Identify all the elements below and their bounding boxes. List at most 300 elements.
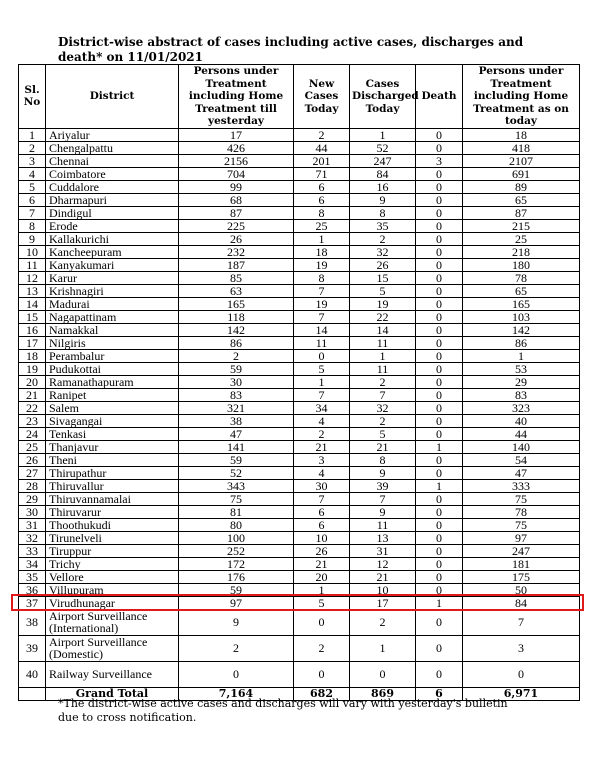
cell-discharged: 10 [350,583,416,596]
cell-persons-yesterday: 30 [179,375,294,388]
table-row [19,453,580,466]
cell-sl-no: 13 [19,284,46,297]
cell-sl-no: 20 [19,375,46,388]
cell-persons-today: 65 [463,193,580,206]
header-persons-today: Persons under Treatment including Home Treatment as on today [463,65,580,129]
cell-persons-yesterday: 59 [179,362,294,375]
cell-persons-today: 0 [463,661,580,687]
cell-new-cases: 7 [294,310,350,323]
cell-death: 0 [416,128,463,141]
cell-sl-no: 38 [19,609,46,635]
cell-sl-no: 37 [19,596,46,609]
cell-discharged: 11 [350,362,416,375]
cell-persons-today: 47 [463,466,580,479]
cell-death: 0 [416,336,463,349]
table-row [19,557,580,570]
cell-discharged: 8 [350,206,416,219]
cell-district: Thirupathur [46,466,179,479]
table-row [19,518,580,531]
table-header-row [19,65,580,129]
cell-death: 1 [416,440,463,453]
cell-discharged: 5 [350,427,416,440]
cell-death: 0 [416,271,463,284]
cell-persons-yesterday: 232 [179,245,294,258]
cell-sl-no: 2 [19,141,46,154]
cell-sl-no: 15 [19,310,46,323]
cell-new-cases: 19 [294,297,350,310]
cell-new-cases: 21 [294,557,350,570]
cell-new-cases: 0 [294,609,350,635]
cell-persons-yesterday: 17 [179,128,294,141]
cell-discharged: 7 [350,388,416,401]
cell-death: 0 [416,362,463,375]
table-row [19,531,580,544]
cell-death: 0 [416,492,463,505]
cell-discharged: 21 [350,570,416,583]
cell-persons-today: 87 [463,206,580,219]
cell-new-cases: 6 [294,193,350,206]
table-row [19,258,580,271]
table-row [19,310,580,323]
cell-sl-no: 17 [19,336,46,349]
cell-discharged: 19 [350,297,416,310]
cell-persons-yesterday: 63 [179,284,294,297]
table-row [19,635,580,661]
cell-new-cases: 0 [294,349,350,362]
cell-discharged: 26 [350,258,416,271]
cell-sl-no: 31 [19,518,46,531]
cell-district: Nagapattinam [46,310,179,323]
cell-total-discharged: 869 [350,687,416,700]
cell-death: 0 [416,323,463,336]
cell-death: 0 [416,570,463,583]
cell-persons-yesterday: 52 [179,466,294,479]
cell-district: Nilgiris [46,336,179,349]
table-row [19,284,580,297]
cell-persons-today: 175 [463,570,580,583]
cell-sl-no: 27 [19,466,46,479]
cell-death: 0 [416,258,463,271]
cell-discharged: 13 [350,531,416,544]
cell-death: 0 [416,635,463,661]
cell-district: Dindigul [46,206,179,219]
cell-persons-yesterday: 83 [179,388,294,401]
cell-discharged: 32 [350,401,416,414]
cell-persons-yesterday: 38 [179,414,294,427]
cell-persons-yesterday: 252 [179,544,294,557]
cell-discharged: 8 [350,453,416,466]
cell-death: 0 [416,544,463,557]
table-row [19,297,580,310]
cell-sl-no: 5 [19,180,46,193]
cell-persons-yesterday: 99 [179,180,294,193]
cell-district: Madurai [46,297,179,310]
cell-persons-yesterday: 0 [179,661,294,687]
cell-total-new: 682 [294,687,350,700]
cell-district: Coimbatore [46,167,179,180]
cell-discharged: 9 [350,466,416,479]
cell-new-cases: 8 [294,206,350,219]
cell-death: 0 [416,531,463,544]
cell-discharged: 2 [350,414,416,427]
cell-death: 3 [416,154,463,167]
cell-district: Thiruvallur [46,479,179,492]
cell-sl-no: 6 [19,193,46,206]
cell-discharged: 17 [350,596,416,609]
cell-persons-yesterday: 59 [179,453,294,466]
table-row [19,388,580,401]
cell-district: Namakkal [46,323,179,336]
cell-persons-yesterday: 68 [179,193,294,206]
cell-district: Railway Surveillance [46,661,179,687]
cell-death: 0 [416,167,463,180]
table-row [19,427,580,440]
cell-sl-no: 35 [19,570,46,583]
cell-discharged: 32 [350,245,416,258]
cell-death: 0 [416,466,463,479]
cell-persons-today: 180 [463,258,580,271]
cell-discharged: 16 [350,180,416,193]
cell-persons-today: 218 [463,245,580,258]
cell-sl-no: 22 [19,401,46,414]
cell-sl-no: 28 [19,479,46,492]
cell-persons-today: 142 [463,323,580,336]
cell-persons-yesterday: 100 [179,531,294,544]
cell-persons-today: 247 [463,544,580,557]
header-new-cases: New Cases Today [294,65,350,129]
cell-persons-today: 25 [463,232,580,245]
cell-discharged: 14 [350,323,416,336]
cell-total-death: 6 [416,687,463,700]
cell-death: 0 [416,180,463,193]
cell-persons-today: 89 [463,180,580,193]
cell-new-cases: 26 [294,544,350,557]
cell-persons-today: 53 [463,362,580,375]
cell-new-cases: 5 [294,362,350,375]
cell-new-cases: 2 [294,635,350,661]
cell-persons-yesterday: 97 [179,596,294,609]
cell-new-cases: 2 [294,427,350,440]
cell-sl-no: 9 [19,232,46,245]
table-row [19,349,580,362]
cell-new-cases: 3 [294,453,350,466]
cell-death: 0 [416,219,463,232]
cell-sl-no: 10 [19,245,46,258]
cell-district: Vellore [46,570,179,583]
cell-new-cases: 6 [294,505,350,518]
cell-death: 0 [416,206,463,219]
cell-death: 0 [416,349,463,362]
cell-sl-no: 36 [19,583,46,596]
cell-new-cases: 1 [294,583,350,596]
cell-discharged: 39 [350,479,416,492]
cell-district: Thoothukudi [46,518,179,531]
table-row [19,128,580,141]
cell-persons-today: 84 [463,596,580,609]
cell-district: Tiruppur [46,544,179,557]
cell-death: 0 [416,297,463,310]
cell-sl-no: 18 [19,349,46,362]
cell-blank [19,687,46,700]
cell-persons-today: 75 [463,492,580,505]
cell-persons-today: 78 [463,271,580,284]
cell-district: Chennai [46,154,179,167]
header-district: District [46,65,179,129]
cell-district: Kancheepuram [46,245,179,258]
cell-discharged: 31 [350,544,416,557]
table-row [19,440,580,453]
cell-new-cases: 11 [294,336,350,349]
cell-death: 0 [416,557,463,570]
cell-persons-today: 18 [463,128,580,141]
cell-persons-yesterday: 87 [179,206,294,219]
cell-persons-today: 86 [463,336,580,349]
cell-persons-yesterday: 426 [179,141,294,154]
cell-discharged: 5 [350,284,416,297]
cell-sl-no: 14 [19,297,46,310]
cell-sl-no: 12 [19,271,46,284]
cell-sl-no: 25 [19,440,46,453]
cell-persons-today: 75 [463,518,580,531]
table-row [19,245,580,258]
cell-district: Cuddalore [46,180,179,193]
cell-persons-yesterday: 172 [179,557,294,570]
cell-discharged: 1 [350,349,416,362]
cell-persons-today: 97 [463,531,580,544]
cell-persons-yesterday: 75 [179,492,294,505]
cell-district: Karur [46,271,179,284]
cell-new-cases: 5 [294,596,350,609]
cell-persons-today: 691 [463,167,580,180]
cell-persons-today: 215 [463,219,580,232]
table-row [19,401,580,414]
district-cases-table [18,64,580,701]
cell-death: 0 [416,661,463,687]
table-row [19,570,580,583]
table-row [19,141,580,154]
cell-sl-no: 26 [19,453,46,466]
cell-new-cases: 1 [294,375,350,388]
cell-death: 0 [416,284,463,297]
table-row [19,154,580,167]
cell-new-cases: 21 [294,440,350,453]
cell-new-cases: 1 [294,232,350,245]
document-title: District-wise abstract of cases including active cases, discharges and death* on 11/01/2021 [58,35,524,64]
cell-persons-yesterday: 86 [179,336,294,349]
cell-sl-no: 23 [19,414,46,427]
table-row [19,479,580,492]
cell-new-cases: 6 [294,518,350,531]
cell-persons-today: 333 [463,479,580,492]
cell-persons-yesterday: 26 [179,232,294,245]
cell-sl-no: 21 [19,388,46,401]
cell-persons-yesterday: 81 [179,505,294,518]
cell-sl-no: 7 [19,206,46,219]
cell-persons-today: 78 [463,505,580,518]
cell-new-cases: 4 [294,466,350,479]
cell-persons-yesterday: 80 [179,518,294,531]
table-row [19,271,580,284]
cell-district: Sivagangai [46,414,179,427]
cell-sl-no: 34 [19,557,46,570]
cell-district: Tirunelveli [46,531,179,544]
cell-death: 0 [416,414,463,427]
cell-sl-no: 29 [19,492,46,505]
cell-discharged: 35 [350,219,416,232]
cell-district: Trichy [46,557,179,570]
cell-death: 0 [416,388,463,401]
cell-new-cases: 2 [294,128,350,141]
cell-district: Ranipet [46,388,179,401]
table-row [19,167,580,180]
cell-death: 1 [416,596,463,609]
cell-district: Erode [46,219,179,232]
table-row [19,323,580,336]
table-row [19,492,580,505]
cell-persons-today: 40 [463,414,580,427]
cell-district: Thanjavur [46,440,179,453]
cell-persons-today: 165 [463,297,580,310]
cell-new-cases: 7 [294,492,350,505]
cell-discharged: 21 [350,440,416,453]
cell-new-cases: 34 [294,401,350,414]
cell-persons-today: 29 [463,375,580,388]
header-sl-no: Sl. No [19,65,46,129]
cell-discharged: 11 [350,518,416,531]
cell-new-cases: 44 [294,141,350,154]
cell-new-cases: 19 [294,258,350,271]
table-row [19,362,580,375]
cell-discharged: 84 [350,167,416,180]
header-discharged: Cases Discharged Today [350,65,416,129]
cell-district: Ariyalur [46,128,179,141]
cell-discharged: 52 [350,141,416,154]
cell-persons-yesterday: 321 [179,401,294,414]
cell-discharged: 9 [350,193,416,206]
cell-new-cases: 20 [294,570,350,583]
cell-district: Airport Surveillance (Domestic) [46,635,179,661]
table-row [19,180,580,193]
cell-total-yesterday: 7,164 [179,687,294,700]
cell-death: 0 [416,401,463,414]
cell-district: Theni [46,453,179,466]
cell-new-cases: 25 [294,219,350,232]
cell-persons-yesterday: 141 [179,440,294,453]
table-row [19,544,580,557]
cell-new-cases: 7 [294,284,350,297]
cell-sl-no: 32 [19,531,46,544]
cell-district: Perambalur [46,349,179,362]
cell-new-cases: 8 [294,271,350,284]
cell-persons-yesterday: 142 [179,323,294,336]
cell-district: Villupuram [46,583,179,596]
cell-discharged: 2 [350,609,416,635]
cell-death: 0 [416,583,463,596]
cell-discharged: 12 [350,557,416,570]
cell-district: Ramanathapuram [46,375,179,388]
table-row [19,336,580,349]
cell-total-today: 6,971 [463,687,580,700]
table-row [19,375,580,388]
cell-persons-yesterday: 165 [179,297,294,310]
cell-district: Virudhunagar [46,596,179,609]
table-row [19,466,580,479]
cell-persons-yesterday: 47 [179,427,294,440]
cell-discharged: 2 [350,375,416,388]
cell-death: 0 [416,505,463,518]
cell-district: Airport Surveillance (International) [46,609,179,635]
cell-new-cases: 201 [294,154,350,167]
cell-death: 0 [416,310,463,323]
cell-persons-yesterday: 176 [179,570,294,583]
cell-death: 0 [416,141,463,154]
cell-persons-yesterday: 59 [179,583,294,596]
table-row [19,583,580,596]
cell-discharged: 9 [350,505,416,518]
cell-district: Thiruvannamalai [46,492,179,505]
cell-death: 0 [416,193,463,206]
cell-persons-today: 323 [463,401,580,414]
cell-district: Salem [46,401,179,414]
cell-persons-yesterday: 187 [179,258,294,271]
cell-death: 0 [416,427,463,440]
cell-death: 0 [416,518,463,531]
table-row [19,596,580,609]
table-row [19,206,580,219]
cell-discharged: 0 [350,661,416,687]
cell-new-cases: 18 [294,245,350,258]
header-death: Death [416,65,463,129]
cell-persons-today: 103 [463,310,580,323]
cell-death: 1 [416,479,463,492]
cell-persons-today: 1 [463,349,580,362]
cell-persons-today: 83 [463,388,580,401]
table-row [19,505,580,518]
cell-persons-today: 65 [463,284,580,297]
cell-sl-no: 3 [19,154,46,167]
cell-new-cases: 4 [294,414,350,427]
table-row [19,219,580,232]
cell-persons-today: 3 [463,635,580,661]
cell-persons-today: 418 [463,141,580,154]
header-persons-yesterday: Persons under Treatment including Home Treatment till yesterday [179,65,294,129]
cell-persons-yesterday: 343 [179,479,294,492]
cell-sl-no: 33 [19,544,46,557]
cell-new-cases: 6 [294,180,350,193]
table-row [19,414,580,427]
cell-sl-no: 19 [19,362,46,375]
cell-persons-yesterday: 2 [179,635,294,661]
cell-sl-no: 11 [19,258,46,271]
cell-new-cases: 14 [294,323,350,336]
cell-district: Chengalpattu [46,141,179,154]
cell-death: 0 [416,453,463,466]
cell-district: Thiruvarur [46,505,179,518]
cell-persons-today: 44 [463,427,580,440]
cell-sl-no: 24 [19,427,46,440]
cell-persons-yesterday: 2 [179,349,294,362]
cell-discharged: 22 [350,310,416,323]
cell-discharged: 1 [350,128,416,141]
cell-persons-yesterday: 704 [179,167,294,180]
cell-sl-no: 39 [19,635,46,661]
cell-death: 0 [416,375,463,388]
cell-sl-no: 8 [19,219,46,232]
cell-persons-yesterday: 225 [179,219,294,232]
cell-discharged: 7 [350,492,416,505]
cell-new-cases: 0 [294,661,350,687]
cell-persons-today: 50 [463,583,580,596]
